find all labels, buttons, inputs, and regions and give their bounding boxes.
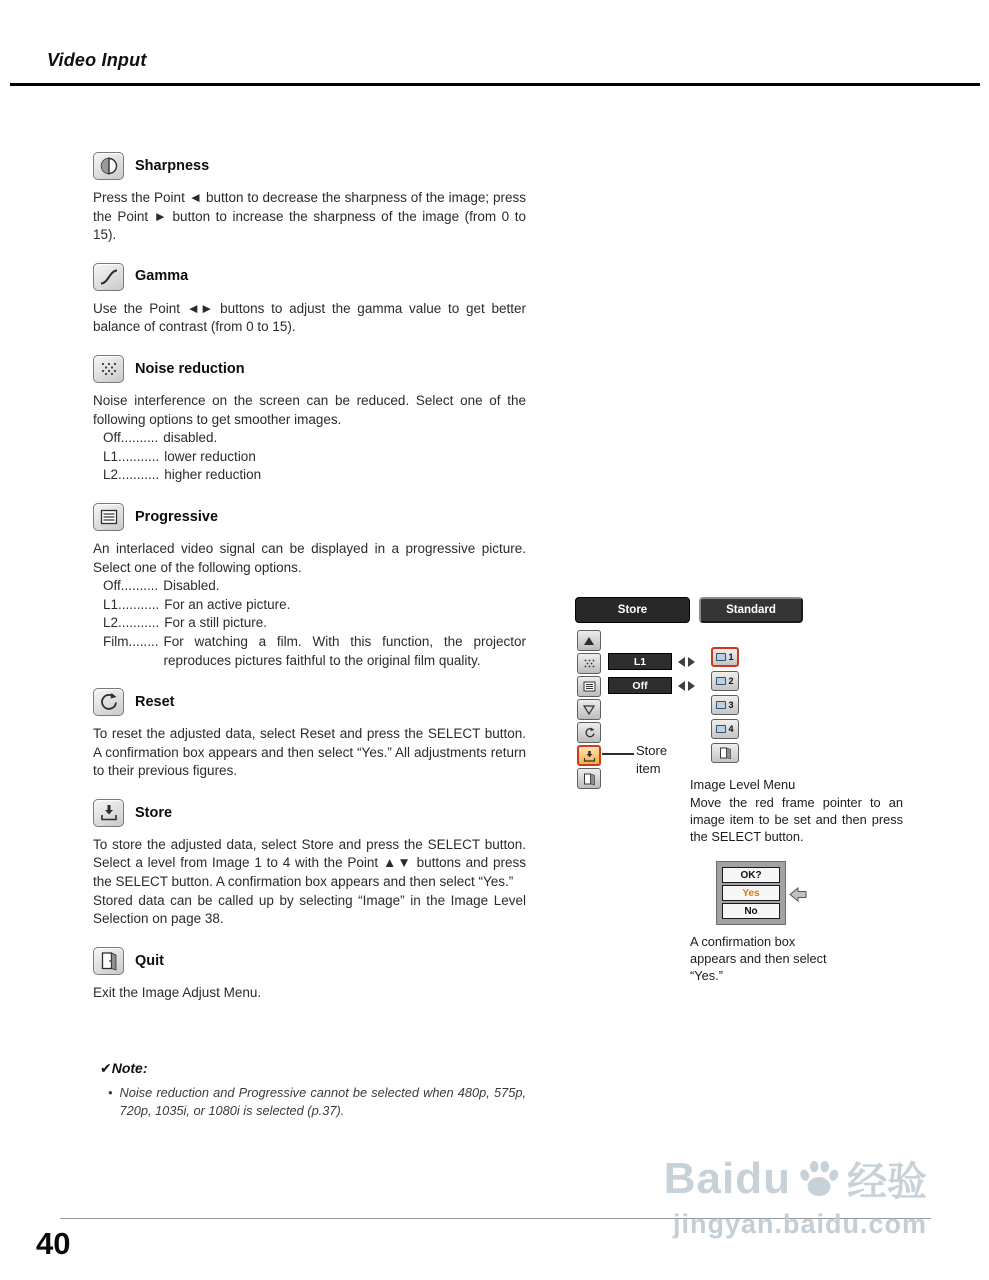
menu-value-rows [608,653,695,701]
page-number: 40 [36,1226,71,1261]
confirm-no: No [722,903,780,919]
section-header [93,798,526,828]
store-icon [577,745,601,766]
watermark-url: jingyan.baidu.com [672,1209,927,1239]
option-row [103,429,526,448]
section-gamma [93,262,526,337]
quit-item [711,743,739,763]
section-title: Progressive [135,508,219,525]
image-thumb-icon [716,653,726,661]
up-arrow-icon [577,630,601,651]
section-reset [93,687,526,781]
content-column [93,151,526,1120]
section-title: Gamma [135,268,189,285]
option-desc: For watching a film. With this function, the projector reproduces pictures faithful to the original film quality. [163,633,526,668]
section-title: Reset [135,693,175,710]
menu-tab-standard-label: Standard [726,604,776,616]
select-pointer-icon [789,887,807,902]
progressive-icon [93,503,124,531]
progressive-icon [577,676,601,697]
option-desc: disabled. [163,430,218,446]
quit-icon [577,768,601,789]
menu-tab-bar [575,597,803,623]
section-header [93,262,526,292]
option-row [103,633,526,670]
section-header [93,502,526,532]
option-key: Off.......... [103,578,159,594]
header-rule [10,83,980,86]
quit-icon [93,947,124,975]
section-header [93,354,526,384]
image-item-number: 2 [728,676,734,686]
image-item-3 [711,695,739,715]
option-list [103,577,526,670]
option-row [103,614,526,633]
reset-icon [577,722,601,743]
section-body: Exit the Image Adjust Menu. [93,984,262,1000]
section-title: Sharpness [135,157,210,174]
image-item-4 [711,719,739,739]
section-noise-reduction [93,354,526,485]
image-item-number: 3 [728,700,734,710]
menu-tab-standard [699,597,803,623]
paw-icon [797,1159,841,1199]
sharpness-icon [93,152,124,180]
store-item-label: Store item [636,743,668,776]
figure-caption-body: Move the red frame pointer to an image item to be set and then press the SELECT button. [690,795,903,844]
image-thumb-icon [716,677,726,685]
menu-tab-store-label: Store [617,604,648,616]
section-title: Noise reduction [135,360,245,377]
image-item-2 [711,671,739,691]
image-item-1 [711,647,739,667]
option-row [103,596,526,615]
noise-reduction-icon [577,653,601,674]
image-item-number: 1 [728,652,734,662]
option-key: L2........... [103,615,160,631]
section-header [93,687,526,717]
option-desc: For a still picture. [164,615,268,631]
section-body: To store the adjusted data, select Store and press the SELECT button. Select a level from Image 1 to 4 with the Point ▲▼ buttons and press the SELECT button. A confirmation box appears and then select “Yes.” [93,836,526,890]
confirm-yes: Yes [722,885,780,901]
option-key: L1........... [103,596,160,612]
menu-sidebar [577,630,601,789]
value-row-noise-reduction [608,653,695,670]
bullet: • [108,1085,113,1101]
point-right-icon [688,681,695,691]
section-body: An interlaced video signal can be displayed in a progressive picture. Select one of the following options. [93,540,526,575]
point-left-icon [678,681,685,691]
menu-tab-store [575,597,690,623]
option-key: Off.......... [103,430,159,446]
confirm-title: OK? [722,867,780,883]
noise-reduction-icon [93,355,124,383]
value-progressive: Off [608,677,672,694]
option-desc: higher reduction [164,467,262,483]
option-key: Film........ [103,633,159,649]
section-header [93,946,526,976]
point-right-icon [688,657,695,667]
value-row-progressive [608,677,695,694]
reset-icon [93,688,124,716]
store-item-pointer-line [602,753,634,755]
page-title: Video Input [47,50,147,70]
option-list [103,429,526,485]
watermark-cn: 经验 [847,1160,927,1204]
section-body: Use the Point ◄► buttons to adjust the gamma value to get better balance of contrast (from 0 to 15). [93,300,526,335]
section-quit [93,946,526,1003]
option-row [103,577,526,596]
watermark [664,1150,927,1240]
section-store [93,798,526,929]
option-desc: lower reduction [164,448,256,464]
section-body: Press the Point ◄ button to decrease the sharpness of the image; press the Point ► button to increase the sharpness of the image (from 0 to 15). [93,190,526,243]
note-text: Noise reduction and Progressive cannot be selected when 480p, 575p, 720p, 1035i, or 1080i is selected (p.37). [119,1085,526,1119]
section-title: Store [135,804,173,821]
image-item-number: 4 [728,724,734,734]
image-level-menu-figure [575,597,907,1037]
note-label: ✔Note: [100,1060,148,1077]
section-header [93,151,526,181]
figure-caption-title: Image Level Menu [690,777,796,792]
section-sharpness [93,151,526,245]
watermark-brand: Baidu [663,1153,791,1203]
option-desc: For an active picture. [164,596,291,612]
image-thumb-icon [716,701,726,709]
section-body: Noise interference on the screen can be reduced. Select one of the following options to get smoother images. [93,392,526,427]
image-item-list [711,647,739,763]
gamma-icon [93,263,124,291]
store-icon [93,799,124,827]
watermark-brand-row [664,1150,927,1207]
note-block [100,1059,526,1120]
confirmation-caption: A confirmation box appears and then select “Yes.” [690,934,827,983]
down-arrow-icon [577,699,601,720]
section-progressive [93,502,526,670]
option-key: L1........... [103,448,160,464]
point-left-icon [678,657,685,667]
confirmation-box [716,861,786,925]
section-body-2: Stored data can be called up by selecting “Image” in the Image Level Selection on page 38. [93,892,526,927]
value-noise-reduction: L1 [608,653,672,670]
option-key: L2........... [103,467,160,483]
option-row [103,448,526,467]
image-thumb-icon [716,725,726,733]
option-desc: Disabled. [163,578,220,594]
section-body: To reset the adjusted data, select Reset and press the SELECT button. A confirmation box appears and then select “Yes.” All adjustments return to their previous figures. [93,726,526,779]
section-title: Quit [135,952,164,969]
note-item [108,1084,526,1120]
option-row [103,466,526,485]
